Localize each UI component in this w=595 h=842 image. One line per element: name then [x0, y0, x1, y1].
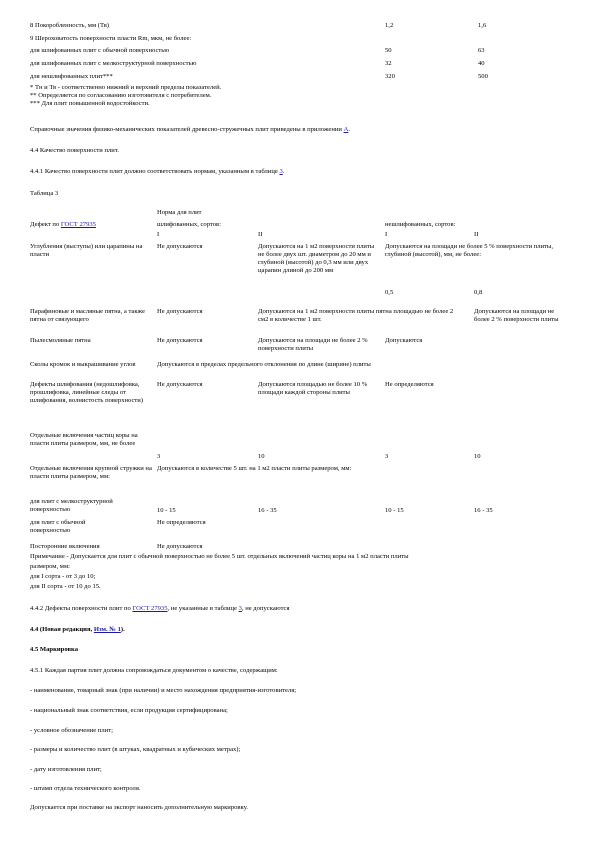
table-link[interactable]: 3 [279, 168, 283, 175]
table-cell: Допускаются площадью не более 10 % площади каждой стороны плиты [258, 381, 368, 396]
row-value: 1,6 [478, 22, 487, 29]
table-cell: 3 [385, 453, 389, 460]
table-row-name: Отдельные включения крупной стружки на пласти плиты размером, мм: [30, 465, 152, 480]
table-row-name: Углубления (выступы) или царапины на пласти [30, 243, 143, 258]
table-cell: 10 - 15 [157, 507, 176, 514]
footnote: ** Определяется по согласованию изготовителя с потребителем. [30, 92, 212, 99]
table-cell: Допускаются на 1 м2 поверхности плиты пятна площадью не более 2 см2 в количестве 1 шт. [258, 308, 454, 323]
table-cell-span: Допускаются в количестве 5 шт. на 1 м2 пласти плиты размером, мм: [157, 465, 352, 472]
table-note: для II сорта - от 10 до 15. [30, 583, 101, 590]
grade-header: II [474, 231, 479, 238]
row-label: 9 Шероховатость поверхности пласти Rm, мкм, не более: [30, 35, 192, 42]
list-item: - национальный знак соответствия, если продукция сертифицирована; [30, 707, 228, 714]
table-cell: Допускаются на 1 м2 поверхности плиты не более двух шт. диаметром до 20 мм и глубиной (высотой) до 0,3 мм или двух царапин длиной до 200 мм [258, 243, 375, 274]
table-note: размером, мм: [30, 563, 70, 570]
row-label: для шлифованных плит с обычной поверхностью [30, 47, 170, 54]
table-cell: Не допускаются [157, 243, 203, 250]
amendment-link[interactable]: Изм. № 1 [93, 626, 121, 633]
table-cell: 10 [258, 453, 265, 460]
table-cell: 0,5 [385, 289, 394, 296]
table-cell-span: Допускаются в пределах предельного отклонения по длине (ширине) плиты [157, 361, 371, 368]
table-row-name: Посторонние включения [30, 543, 100, 550]
table-cell: Допускаются на площади не более 5 % поверхности плиты, глубиной (высотой), мм, не более: [385, 243, 553, 258]
table-cell: Не допускаются [157, 337, 203, 344]
row-value: 40 [478, 60, 485, 67]
table-cell: 0,8 [474, 289, 483, 296]
defect-header: Дефект по ГОСТ 27935 [30, 221, 96, 228]
table-cell: 3 [157, 453, 161, 460]
row-value: 63 [478, 47, 485, 54]
footnote: * Тн и Тв - соответственно нижний и верхний пределы показателей. [30, 84, 222, 91]
table-cell: Не допускаются [157, 381, 203, 388]
table-cell: 10 - 15 [385, 507, 404, 514]
row-value: 500 [478, 73, 488, 80]
unpolished-header: нешлифованных, сортов: [385, 221, 456, 228]
table-link[interactable]: 3 [238, 605, 242, 612]
paragraph: 4.4.1 Качество поверхности плит должно соответствовать нормам, указанным в таблице 3. [30, 168, 285, 175]
table-cell: Допускаются на площади не более 2 % поверхности плиты [258, 337, 368, 352]
table-row-name: Парафиновые и масляные пятна, а также пятна от связующего [30, 308, 145, 323]
row-label: 8 Покоробленность, мм (Тв) [30, 22, 109, 29]
table-row-name: Отдельные включения частиц коры на пласти плиты размером, мм, не более [30, 432, 138, 447]
polished-header: шлифованных, сортов: [157, 221, 221, 228]
table-row-name: для плит с мелкоструктурной поверхностью [30, 498, 113, 513]
norm-header: Норма для плит [157, 209, 202, 216]
list-item: - дату изготовления плит; [30, 766, 102, 773]
list-item: - штамп отдела технического контроля. [30, 785, 141, 792]
table-cell: Допускаются [385, 337, 423, 344]
row-label: для нешлифованных плит*** [30, 73, 113, 80]
table-cell: 16 - 35 [258, 507, 277, 514]
gost-link[interactable]: ГОСТ 27935 [132, 605, 168, 612]
list-item: - наименование, товарный знак (при наличии) и место нахождения предприятия-изготовителя; [30, 687, 297, 694]
section-heading: 4.4 Качество поверхности плит. [30, 147, 119, 154]
table-note: для I сорта - от 3 до 10; [30, 573, 96, 580]
table-row-name: Пылесмоляные пятна [30, 337, 91, 344]
grade-header: II [258, 231, 263, 238]
grade-header: I [385, 231, 388, 238]
table-cell: 16 - 35 [474, 507, 493, 514]
table-row-name: Сколы кромок и выкрашивание углов [30, 361, 136, 368]
reference-note: Справочные значения физико-механических показателей древесно-стружечных плит приведены в приложении А. [30, 126, 350, 133]
paragraph: 4.4.2 Дефекты поверхности плит по ГОСТ 27935, не указанные в таблице 3, не допускаются [30, 605, 290, 612]
section-heading: 4.5 Маркировка [30, 646, 79, 653]
list-item: - размеры и количество плит (в штуках, квадратных и кубических метрах); [30, 746, 241, 753]
appendix-link[interactable]: А [343, 126, 349, 133]
footnote: *** Для плит повышенной водостойкости. [30, 100, 150, 107]
table-cell: Не допускаются [157, 543, 203, 550]
list-item: - условное обозначение плит; [30, 727, 113, 734]
row-value: 50 [385, 47, 392, 54]
table-cell: Не допускаются [157, 308, 203, 315]
paragraph: 4.5.1 Каждая партия плит должна сопровождаться документом о качестве, содержащим: [30, 667, 278, 674]
table-row-name: Дефекты шлифования (недошлифовка, прошлифовка, линейные следы от шлифования, волнистость поверхности) [30, 381, 144, 404]
paragraph: Допускается при поставке на экспорт наносить дополнительную маркировку. [30, 804, 248, 811]
table-cell: Не определяются [385, 381, 434, 388]
amendment-note: 4.4 (Новая редакция, Изм. № 1). [30, 626, 125, 633]
grade-header: I [157, 231, 160, 238]
row-label: для шлифованных плит с мелкоструктурной поверхностью [30, 60, 197, 67]
gost-link[interactable]: ГОСТ 27935 [60, 221, 96, 228]
table-cell: Допускаются на площади не более 2 % поверхности плиты [474, 308, 559, 323]
table-note: Примечание - Допускается для плит с обычной поверхностью не более 5 шт. отдельных включений частиц коры на 1 м2 пласти плиты [30, 553, 409, 560]
row-value: 32 [385, 60, 392, 67]
table-cell: Не определяются [157, 519, 206, 526]
table-caption: Таблица 3 [30, 190, 59, 197]
row-value: 320 [385, 73, 395, 80]
table-cell: 10 [474, 453, 481, 460]
row-value: 1,2 [385, 22, 394, 29]
table-row-name: для плит с обычной поверхностью [30, 519, 86, 534]
